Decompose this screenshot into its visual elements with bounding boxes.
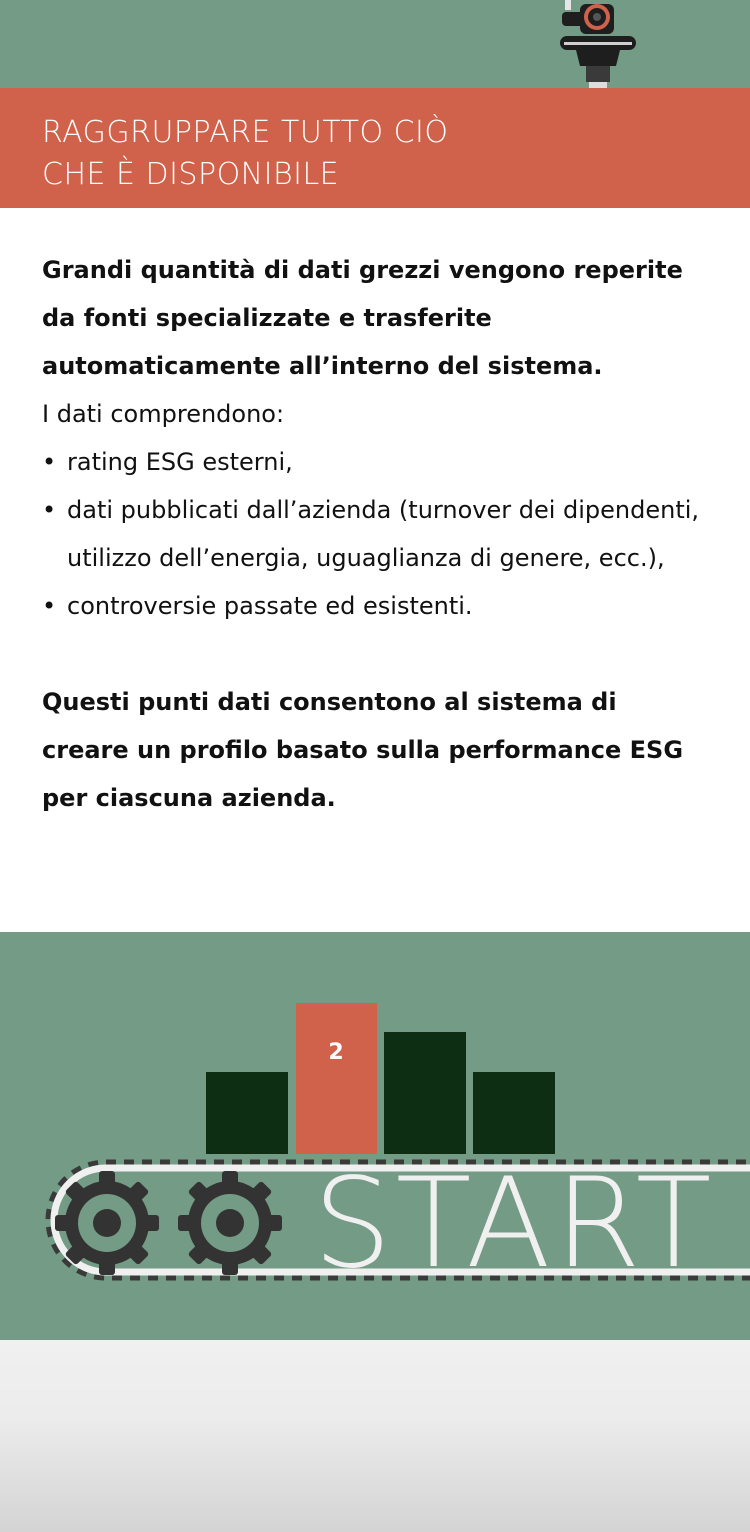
spacer [42,630,708,678]
header-bar [0,88,750,208]
box-dark-left [206,1072,288,1154]
list-item: • dati pubblicati dall’azienda (turnover dei dipendenti, utilizzo dell’energia, uguaglianza di genere, ecc.), [42,486,708,582]
footer [0,1340,750,1532]
list-item: • controversie passate ed esistenti. [42,582,708,630]
box-dark-right [473,1072,555,1154]
gear-icon [55,1171,159,1275]
conveyor-illustration [0,932,750,1340]
list-item: • rating ESG esterni, [42,438,708,486]
start-label: START [313,1152,716,1296]
closing-paragraph: Questi punti dati consentono al sistema di creare un profilo basato sulla performance ESG per ciascuna azienda. [42,688,684,812]
intro-paragraph: Grandi quantità di dati grezzi vengono reperite da fonti specializzate e trasferite automaticamente all’interno del sistema. [42,256,683,380]
conveyor-scene [0,932,750,1340]
list-intro: I dati comprendono: [42,400,285,428]
main-content [42,246,708,822]
data-list [42,438,708,630]
box-dark-middle [384,1032,466,1154]
gear-icon [178,1171,282,1275]
box-highlighted [296,1003,377,1154]
page-title: RAGGRUPPARE TUTTO CIÒ CHE È DISPONIBILE [42,115,449,192]
box-number-label: 2 [328,1040,344,1065]
